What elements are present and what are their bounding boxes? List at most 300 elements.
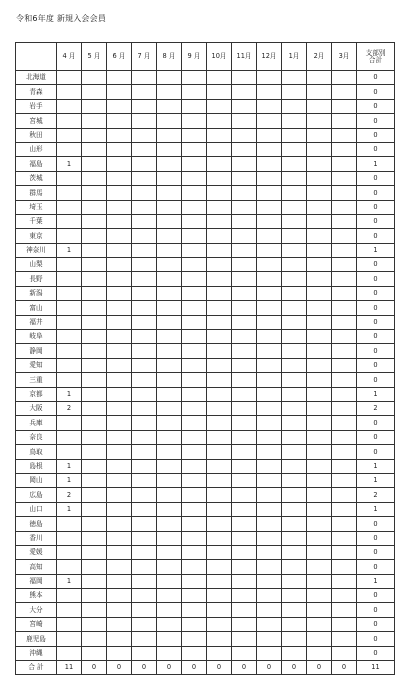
month-cell bbox=[82, 560, 107, 574]
month-header: 12月 bbox=[257, 43, 282, 71]
month-cell bbox=[257, 430, 282, 444]
month-cell bbox=[182, 344, 207, 358]
month-cell bbox=[282, 315, 307, 329]
month-cell bbox=[157, 330, 182, 344]
prefecture-cell: 愛媛 bbox=[16, 545, 57, 559]
prefecture-cell: 鹿児島 bbox=[16, 632, 57, 646]
table-row bbox=[16, 157, 395, 171]
month-cell bbox=[157, 301, 182, 315]
month-cell bbox=[232, 517, 257, 531]
month-cell bbox=[107, 258, 132, 272]
month-cell bbox=[82, 315, 107, 329]
month-cell bbox=[132, 214, 157, 228]
month-cell bbox=[82, 229, 107, 243]
month-cell bbox=[132, 617, 157, 631]
prefecture-cell: 高知 bbox=[16, 560, 57, 574]
month-cell bbox=[332, 545, 357, 559]
month-cell bbox=[157, 200, 182, 214]
month-cell bbox=[307, 344, 332, 358]
month-cell bbox=[307, 200, 332, 214]
month-cell bbox=[157, 560, 182, 574]
month-cell bbox=[182, 171, 207, 185]
month-cell bbox=[232, 142, 257, 156]
month-cell bbox=[182, 646, 207, 660]
month-cell bbox=[157, 243, 182, 257]
month-cell bbox=[182, 387, 207, 401]
month-cell bbox=[157, 531, 182, 545]
table-row bbox=[16, 142, 395, 156]
month-header: 2月 bbox=[307, 43, 332, 71]
month-cell bbox=[82, 603, 107, 617]
prefecture-cell: 宮崎 bbox=[16, 617, 57, 631]
month-cell bbox=[332, 603, 357, 617]
month-cell bbox=[182, 229, 207, 243]
month-cell bbox=[107, 445, 132, 459]
prefecture-cell: 静岡 bbox=[16, 344, 57, 358]
month-cell bbox=[182, 243, 207, 257]
month-cell bbox=[82, 589, 107, 603]
table-row bbox=[16, 99, 395, 113]
prefecture-cell: 富山 bbox=[16, 301, 57, 315]
branch-total-cell: 0 bbox=[357, 200, 395, 214]
month-cell bbox=[57, 330, 82, 344]
branch-total-cell: 0 bbox=[357, 286, 395, 300]
month-cell bbox=[282, 632, 307, 646]
month-cell bbox=[207, 286, 232, 300]
grand-total-label: 合 計 bbox=[16, 661, 57, 675]
month-cell bbox=[332, 157, 357, 171]
month-header: 10月 bbox=[207, 43, 232, 71]
month-cell bbox=[207, 574, 232, 588]
month-cell bbox=[82, 473, 107, 487]
month-header: 3月 bbox=[332, 43, 357, 71]
month-cell bbox=[232, 387, 257, 401]
month-cell bbox=[82, 502, 107, 516]
table-row bbox=[16, 128, 395, 142]
month-cell bbox=[332, 430, 357, 444]
month-cell bbox=[257, 258, 282, 272]
grand-total-month: 0 bbox=[282, 661, 307, 675]
month-cell bbox=[57, 272, 82, 286]
month-cell bbox=[157, 315, 182, 329]
month-cell bbox=[157, 488, 182, 502]
month-cell bbox=[232, 459, 257, 473]
month-cell bbox=[307, 258, 332, 272]
month-cell bbox=[57, 358, 82, 372]
month-cell bbox=[157, 142, 182, 156]
month-cell bbox=[57, 142, 82, 156]
month-cell bbox=[307, 358, 332, 372]
month-cell bbox=[107, 99, 132, 113]
table-row bbox=[16, 243, 395, 257]
month-cell bbox=[182, 315, 207, 329]
month-cell bbox=[282, 574, 307, 588]
month-cell bbox=[282, 517, 307, 531]
month-cell bbox=[257, 488, 282, 502]
month-cell bbox=[157, 85, 182, 99]
month-cell bbox=[182, 459, 207, 473]
month-cell bbox=[182, 186, 207, 200]
table-row bbox=[16, 301, 395, 315]
month-cell bbox=[332, 416, 357, 430]
month-cell bbox=[232, 200, 257, 214]
branch-total-cell: 0 bbox=[357, 85, 395, 99]
month-cell bbox=[157, 387, 182, 401]
month-cell bbox=[107, 114, 132, 128]
month-cell bbox=[157, 502, 182, 516]
month-cell bbox=[307, 157, 332, 171]
prefecture-cell: 京都 bbox=[16, 387, 57, 401]
month-cell bbox=[282, 603, 307, 617]
month-cell bbox=[82, 574, 107, 588]
branch-total-cell: 2 bbox=[357, 488, 395, 502]
prefecture-cell: 鳥取 bbox=[16, 445, 57, 459]
month-cell bbox=[332, 85, 357, 99]
month-cell bbox=[207, 229, 232, 243]
month-header: 9 月 bbox=[182, 43, 207, 71]
month-cell bbox=[232, 229, 257, 243]
month-cell bbox=[332, 315, 357, 329]
month-cell bbox=[332, 373, 357, 387]
membership-table bbox=[15, 42, 395, 675]
month-cell bbox=[207, 85, 232, 99]
table-row bbox=[16, 459, 395, 473]
grand-total-value: 11 bbox=[357, 661, 395, 675]
grand-total-month: 0 bbox=[332, 661, 357, 675]
month-cell bbox=[257, 142, 282, 156]
prefecture-cell: 熊本 bbox=[16, 589, 57, 603]
month-cell bbox=[282, 416, 307, 430]
month-cell bbox=[257, 71, 282, 85]
month-cell bbox=[207, 617, 232, 631]
month-cell bbox=[207, 71, 232, 85]
month-cell bbox=[57, 229, 82, 243]
month-cell bbox=[257, 401, 282, 415]
branch-total-cell: 0 bbox=[357, 214, 395, 228]
month-cell bbox=[57, 617, 82, 631]
month-cell bbox=[257, 373, 282, 387]
month-cell bbox=[57, 71, 82, 85]
prefecture-cell: 愛知 bbox=[16, 358, 57, 372]
table-row bbox=[16, 373, 395, 387]
branch-total-cell: 2 bbox=[357, 401, 395, 415]
month-cell bbox=[132, 114, 157, 128]
month-cell bbox=[232, 445, 257, 459]
month-cell bbox=[232, 286, 257, 300]
branch-total-cell: 1 bbox=[357, 473, 395, 487]
month-cell bbox=[132, 157, 157, 171]
month-cell bbox=[207, 186, 232, 200]
month-header: 8 月 bbox=[157, 43, 182, 71]
branch-total-cell: 0 bbox=[357, 445, 395, 459]
table-row bbox=[16, 545, 395, 559]
month-cell bbox=[157, 373, 182, 387]
month-cell bbox=[182, 99, 207, 113]
month-cell bbox=[332, 401, 357, 415]
month-cell bbox=[207, 589, 232, 603]
month-cell bbox=[157, 646, 182, 660]
month-cell bbox=[157, 617, 182, 631]
month-cell bbox=[57, 445, 82, 459]
month-cell bbox=[332, 330, 357, 344]
month-cell bbox=[157, 401, 182, 415]
month-cell bbox=[157, 517, 182, 531]
month-cell bbox=[207, 157, 232, 171]
month-cell bbox=[182, 488, 207, 502]
month-cell bbox=[232, 128, 257, 142]
month-cell bbox=[132, 646, 157, 660]
month-cell bbox=[107, 401, 132, 415]
month-cell bbox=[182, 603, 207, 617]
month-cell bbox=[107, 301, 132, 315]
month-cell bbox=[207, 545, 232, 559]
month-cell bbox=[332, 114, 357, 128]
month-cell bbox=[82, 330, 107, 344]
month-cell bbox=[257, 574, 282, 588]
month-cell bbox=[182, 142, 207, 156]
month-cell bbox=[107, 473, 132, 487]
month-cell bbox=[107, 229, 132, 243]
month-cell bbox=[332, 243, 357, 257]
table-row bbox=[16, 473, 395, 487]
month-cell bbox=[257, 114, 282, 128]
branch-total-header-line1: 支部別 bbox=[365, 48, 386, 57]
month-cell bbox=[207, 330, 232, 344]
month-cell bbox=[132, 373, 157, 387]
month-cell bbox=[307, 603, 332, 617]
month-cell bbox=[182, 430, 207, 444]
month-cell bbox=[207, 401, 232, 415]
month-cell bbox=[182, 214, 207, 228]
month-cell bbox=[307, 99, 332, 113]
month-cell bbox=[132, 416, 157, 430]
month-cell bbox=[207, 315, 232, 329]
month-cell bbox=[82, 401, 107, 415]
month-cell bbox=[307, 574, 332, 588]
month-cell bbox=[257, 128, 282, 142]
month-cell bbox=[307, 545, 332, 559]
month-cell bbox=[132, 344, 157, 358]
month-cell bbox=[157, 574, 182, 588]
month-cell bbox=[82, 358, 107, 372]
month-cell bbox=[307, 128, 332, 142]
branch-total-header-line2: 合計 bbox=[368, 55, 383, 64]
month-cell bbox=[182, 200, 207, 214]
month-cell bbox=[82, 646, 107, 660]
month-cell bbox=[282, 445, 307, 459]
table-row bbox=[16, 344, 395, 358]
month-cell bbox=[107, 186, 132, 200]
month-cell bbox=[132, 243, 157, 257]
branch-total-cell: 0 bbox=[357, 142, 395, 156]
month-cell bbox=[207, 517, 232, 531]
month-cell bbox=[332, 646, 357, 660]
month-cell bbox=[257, 344, 282, 358]
month-cell bbox=[332, 71, 357, 85]
month-cell bbox=[257, 243, 282, 257]
month-cell bbox=[132, 71, 157, 85]
month-cell bbox=[282, 344, 307, 358]
prefecture-cell: 広島 bbox=[16, 488, 57, 502]
month-cell bbox=[257, 157, 282, 171]
month-cell bbox=[207, 99, 232, 113]
month-cell bbox=[332, 617, 357, 631]
prefecture-cell: 岡山 bbox=[16, 473, 57, 487]
table-row bbox=[16, 445, 395, 459]
prefecture-cell: 山形 bbox=[16, 142, 57, 156]
month-cell bbox=[232, 85, 257, 99]
month-cell bbox=[207, 301, 232, 315]
month-cell: 1 bbox=[57, 243, 82, 257]
branch-total-cell: 0 bbox=[357, 114, 395, 128]
branch-total-cell: 0 bbox=[357, 358, 395, 372]
month-cell bbox=[132, 445, 157, 459]
month-cell bbox=[257, 589, 282, 603]
header-row bbox=[16, 43, 395, 71]
month-cell bbox=[307, 531, 332, 545]
table-row bbox=[16, 387, 395, 401]
month-cell bbox=[207, 358, 232, 372]
month-cell bbox=[232, 272, 257, 286]
month-cell bbox=[57, 85, 82, 99]
table-row bbox=[16, 200, 395, 214]
prefecture-cell: 大分 bbox=[16, 603, 57, 617]
month-cell bbox=[182, 531, 207, 545]
page-title: 令和6年度 新規入会会員 bbox=[16, 14, 107, 23]
month-cell bbox=[257, 171, 282, 185]
month-cell bbox=[157, 459, 182, 473]
month-cell bbox=[57, 430, 82, 444]
month-cell bbox=[132, 574, 157, 588]
month-cell bbox=[107, 272, 132, 286]
prefecture-cell: 大阪 bbox=[16, 401, 57, 415]
month-cell bbox=[182, 258, 207, 272]
month-cell bbox=[82, 200, 107, 214]
month-cell bbox=[57, 517, 82, 531]
month-cell bbox=[332, 632, 357, 646]
month-cell bbox=[332, 186, 357, 200]
month-cell bbox=[82, 301, 107, 315]
prefecture-cell: 岩手 bbox=[16, 99, 57, 113]
month-cell bbox=[107, 171, 132, 185]
month-cell bbox=[307, 272, 332, 286]
month-cell bbox=[182, 272, 207, 286]
month-cell bbox=[332, 459, 357, 473]
month-header: 5 月 bbox=[82, 43, 107, 71]
month-cell bbox=[282, 272, 307, 286]
branch-total-cell: 0 bbox=[357, 330, 395, 344]
prefecture-cell: 新潟 bbox=[16, 286, 57, 300]
table-row bbox=[16, 272, 395, 286]
month-cell bbox=[57, 214, 82, 228]
month-cell bbox=[57, 171, 82, 185]
month-cell bbox=[332, 258, 357, 272]
month-cell bbox=[82, 85, 107, 99]
month-cell bbox=[132, 387, 157, 401]
month-cell bbox=[332, 272, 357, 286]
month-cell bbox=[82, 617, 107, 631]
month-cell bbox=[282, 488, 307, 502]
month-cell bbox=[132, 560, 157, 574]
branch-total-cell: 0 bbox=[357, 589, 395, 603]
month-cell bbox=[232, 315, 257, 329]
month-cell bbox=[307, 401, 332, 415]
month-cell bbox=[332, 502, 357, 516]
month-cell bbox=[57, 373, 82, 387]
month-cell bbox=[132, 473, 157, 487]
table-row bbox=[16, 258, 395, 272]
table-body bbox=[16, 71, 395, 661]
month-cell bbox=[157, 603, 182, 617]
month-cell bbox=[282, 358, 307, 372]
month-cell bbox=[132, 632, 157, 646]
month-cell bbox=[232, 589, 257, 603]
month-cell bbox=[232, 603, 257, 617]
month-cell bbox=[132, 603, 157, 617]
grand-total-month: 11 bbox=[57, 661, 82, 675]
month-cell bbox=[82, 71, 107, 85]
month-cell bbox=[157, 589, 182, 603]
month-cell bbox=[82, 114, 107, 128]
month-cell bbox=[332, 344, 357, 358]
month-cell bbox=[107, 589, 132, 603]
month-cell bbox=[282, 373, 307, 387]
month-cell bbox=[57, 315, 82, 329]
month-cell bbox=[282, 401, 307, 415]
month-cell bbox=[182, 560, 207, 574]
month-cell bbox=[107, 574, 132, 588]
prefecture-cell: 奈良 bbox=[16, 430, 57, 444]
branch-total-cell: 0 bbox=[357, 99, 395, 113]
branch-total-cell: 1 bbox=[357, 243, 395, 257]
branch-total-header bbox=[357, 43, 395, 71]
table-row bbox=[16, 358, 395, 372]
month-cell bbox=[107, 344, 132, 358]
corner-cell bbox=[16, 43, 57, 71]
month-cell bbox=[107, 416, 132, 430]
month-cell bbox=[132, 502, 157, 516]
table-row bbox=[16, 560, 395, 574]
month-cell bbox=[332, 445, 357, 459]
month-cell bbox=[282, 387, 307, 401]
month-cell bbox=[132, 99, 157, 113]
month-cell bbox=[182, 301, 207, 315]
month-cell bbox=[57, 560, 82, 574]
month-cell bbox=[132, 258, 157, 272]
month-cell bbox=[157, 545, 182, 559]
month-cell bbox=[132, 358, 157, 372]
month-cell bbox=[107, 286, 132, 300]
month-cell bbox=[307, 286, 332, 300]
month-cell bbox=[57, 186, 82, 200]
month-cell bbox=[207, 560, 232, 574]
month-cell bbox=[232, 430, 257, 444]
prefecture-cell: 徳島 bbox=[16, 517, 57, 531]
table-row bbox=[16, 632, 395, 646]
month-cell bbox=[307, 646, 332, 660]
month-cell bbox=[82, 157, 107, 171]
month-cell bbox=[232, 214, 257, 228]
month-cell bbox=[82, 272, 107, 286]
month-cell bbox=[257, 517, 282, 531]
month-cell bbox=[232, 186, 257, 200]
month-cell bbox=[157, 430, 182, 444]
month-cell bbox=[207, 646, 232, 660]
month-cell bbox=[307, 517, 332, 531]
prefecture-cell: 岐阜 bbox=[16, 330, 57, 344]
month-cell bbox=[182, 71, 207, 85]
table-row bbox=[16, 114, 395, 128]
